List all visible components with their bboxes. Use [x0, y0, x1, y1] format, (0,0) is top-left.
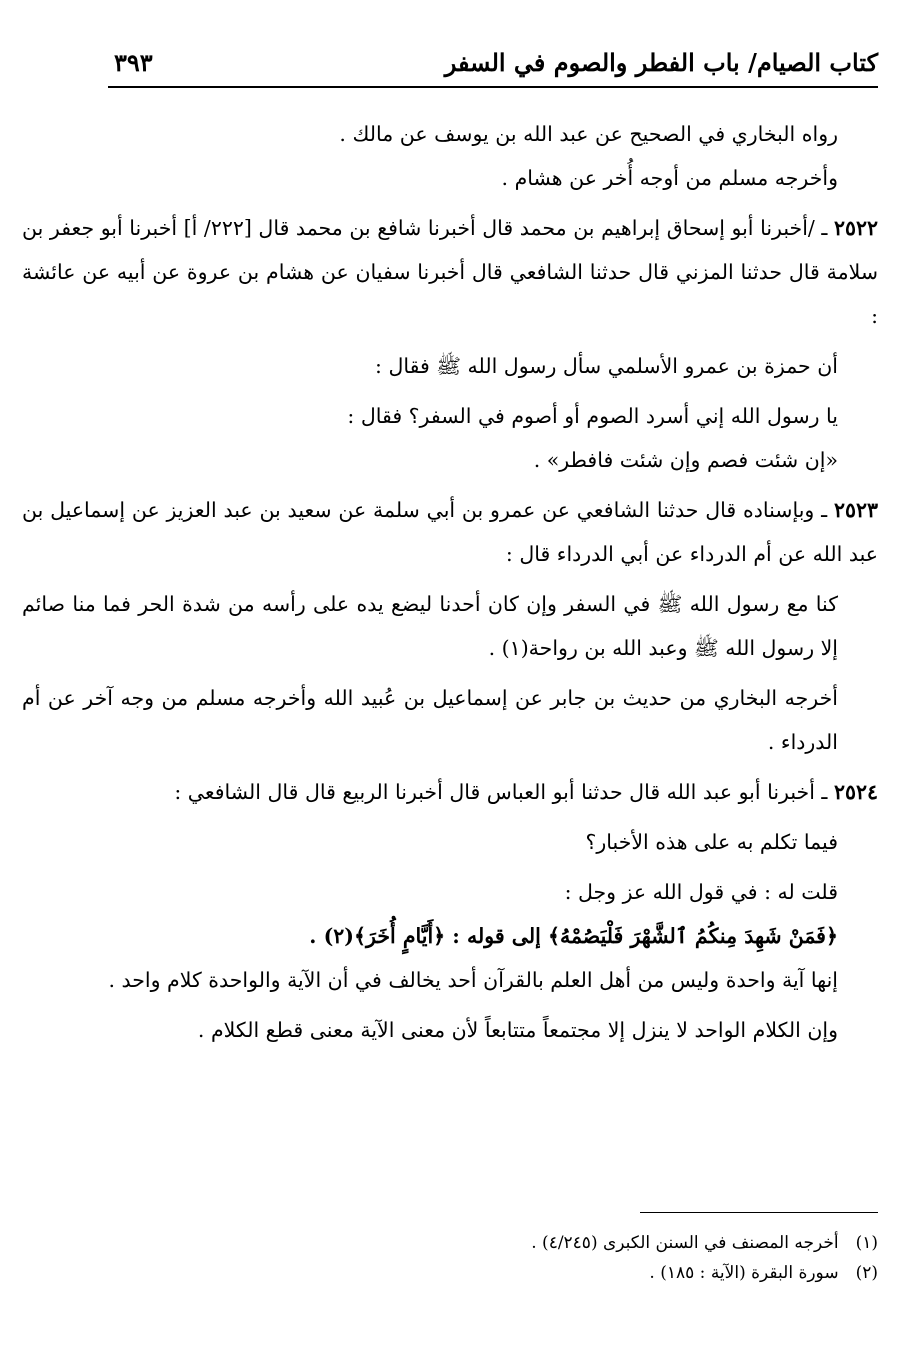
hadith-text: ـ وبإسناده قال حدثنا الشافعي عن عمرو بن أبي سلمة عن سعيد بن عبد العزيز عن إسماعيل بن عبد الله عن أم الدرداء عن أبي الدرداء قال : [22, 498, 878, 566]
footnote-text: سورة البقرة (الآية : ١٨٥) . [649, 1263, 839, 1283]
quran-verse: ﴿فَمَنْ شَهِدَ مِنكُمُ ٱلشَّهْرَ فَلْيَصُمْهُ﴾ إلى قوله : ﴿أَيَّامٍ أُخَرَ﴾(٢) . [309, 924, 838, 948]
footnote-number: (١) [855, 1233, 878, 1253]
main-text [22, 112, 878, 1052]
paragraph: أن حمزة بن عمرو الأسلمي سأل رسول الله ﷺ فقال : [375, 354, 838, 378]
footnote-separator [640, 1212, 878, 1213]
chapter-title: كتاب الصيام/ باب الفطر والصوم في السفر [444, 48, 878, 77]
paragraph: فيما تكلم به على هذه الأخبار؟ [585, 830, 838, 854]
hadith-text: ـ /أخبرنا أبو إسحاق إبراهيم بن محمد قال أخبرنا شافع بن محمد قال [٢٢٢/ أ] أخبرنا أبو جعفر بن سلامة قال حدثنا المزني قال حدثنا الشافعي قال أخبرنا سفيان عن هشام بن عروة عن أبيه عن عائشة : [22, 216, 878, 328]
paragraph: رواه البخاري في الصحيح عن عبد الله بن يوسف عن مالك . [339, 122, 838, 146]
paragraph: أخرجه البخاري من حديث بن جابر عن إسماعيل بن عُبيد الله وأخرجه مسلم من وجه آخر عن أم الدرداء . [22, 686, 838, 754]
footnote [22, 1258, 878, 1288]
footnote-number: (٢) [855, 1263, 878, 1283]
footnotes [22, 1228, 878, 1288]
footnote-text: أخرجه المصنف في السنن الكبرى (٤/٢٤٥) . [531, 1233, 839, 1253]
hadith-number: ٢٥٢٤ [833, 780, 878, 804]
paragraph: إنها آية واحدة وليس من أهل العلم بالقرآن أحد يخالف في أن الآية والواحدة كلام واحد . [108, 968, 838, 992]
hadith-text: ـ أخبرنا أبو عبد الله قال حدثنا أبو العباس قال أخبرنا الربيع قال قال الشافعي : [174, 780, 828, 804]
hadith-2524 [22, 770, 878, 814]
paragraph: وأخرجه مسلم من أوجه أُخر عن هشام . [501, 166, 838, 190]
hadith-2523 [22, 488, 878, 576]
paragraph: «إن شئت فصم وإن شئت فافطر» . [533, 448, 838, 472]
footnote [22, 1228, 878, 1258]
running-header [108, 46, 878, 88]
hadith-number: ٢٥٢٢ [833, 216, 878, 240]
paragraph: كنا مع رسول الله ﷺ في السفر وإن كان أحدنا ليضع يده على رأسه من شدة الحر فما منا صائم إلا رسول الله ﷺ وعبد الله بن رواحة(١) . [22, 592, 838, 660]
hadith-2522 [22, 206, 878, 338]
paragraph: قلت له : في قول الله عز وجل : [564, 880, 838, 904]
paragraph: وإن الكلام الواحد لا ينزل إلا مجتمعاً متتابعاً لأن معنى الآية معنى قطع الكلام . [197, 1018, 838, 1042]
hadith-number: ٢٥٢٣ [833, 498, 878, 522]
paragraph: يا رسول الله إني أسرد الصوم أو أصوم في السفر؟ فقال : [347, 404, 838, 428]
page-number: ٣٩٣ [114, 48, 153, 77]
